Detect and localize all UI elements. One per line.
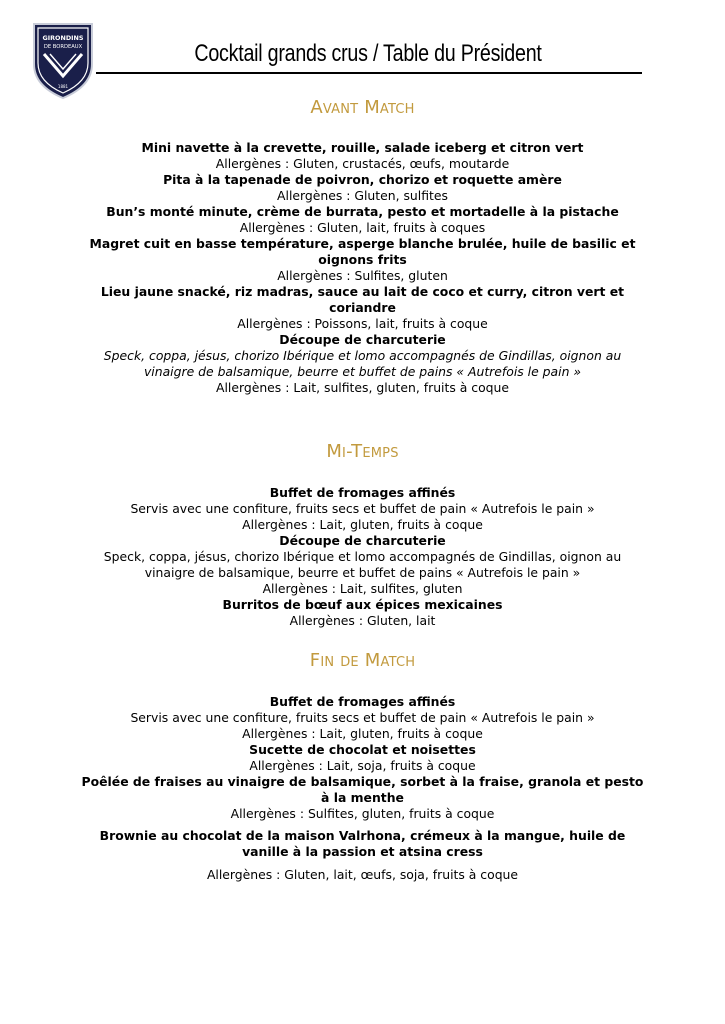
logo-text-top: GIRONDINS: [42, 34, 84, 42]
dish-allergens: Allergènes : Gluten, sulfites: [277, 188, 448, 203]
menu-item: [80, 485, 645, 533]
menu-item: [80, 774, 645, 822]
menu-section: [80, 649, 645, 883]
section-title: Avant Match: [310, 97, 415, 118]
title-divider: [96, 72, 642, 74]
dish-description: Speck, coppa, jésus, chorizo Ibérique et lomo accompagnés de Gindillas, oignon au vinaigre de balsamique, beurre et buffet de pains « Autrefois le pain »: [103, 549, 622, 580]
menu-item: [80, 236, 645, 284]
dish-name: Buffet de fromages affinés: [269, 694, 456, 709]
dish-allergens: Allergènes : Gluten, lait: [289, 613, 436, 628]
menu-section: [80, 96, 645, 396]
menu-item: [80, 284, 645, 332]
menu-item: [80, 828, 645, 883]
dish-name: Sucette de chocolat et noisettes: [249, 742, 476, 757]
section-title: Fin de Match: [309, 650, 416, 671]
dish-allergens: Allergènes : Sulfites, gluten: [277, 268, 448, 283]
dish-allergens: Allergènes : Lait, soja, fruits à coque: [249, 758, 476, 773]
dish-name: Magret cuit en basse température, asperge blanche brulée, huile de basilic et oignons frits: [89, 236, 636, 267]
dish-allergens: Allergènes : Lait, sulfites, gluten, fruits à coque: [215, 380, 510, 395]
menu-item: [80, 533, 645, 597]
menu-item: [80, 694, 645, 742]
dish-description: Servis avec une confiture, fruits secs et buffet de pain « Autrefois le pain »: [130, 501, 595, 516]
menu-item: [80, 140, 645, 172]
dish-name: Découpe de charcuterie: [279, 332, 446, 347]
menu-item: [80, 172, 645, 204]
dish-allergens: Allergènes : Gluten, crustacés, œufs, moutarde: [215, 156, 510, 171]
dish-name: Découpe de charcuterie: [279, 533, 446, 548]
dish-description: Servis avec une confiture, fruits secs et buffet de pain « Autrefois le pain »: [130, 710, 595, 725]
dish-name: Brownie au chocolat de la maison Valrhona, crémeux à la mangue, huile de vanille à la passion et atsina cress: [99, 828, 626, 859]
menu-section: [80, 440, 645, 629]
dish-allergens: Allergènes : Gluten, lait, fruits à coques: [239, 220, 486, 235]
logo-year: 1881: [57, 84, 69, 89]
dish-name: Mini navette à la crevette, rouille, salade iceberg et citron vert: [141, 140, 584, 155]
dish-name: Pita à la tapenade de poivron, chorizo et roquette amère: [163, 172, 562, 187]
menu-item: [80, 204, 645, 236]
dish-description: Speck, coppa, jésus, chorizo Ibérique et lomo accompagnés de Gindillas, oignon au vinaigre de balsamique, beurre et buffet de pains « Autrefois le pain »: [103, 348, 622, 379]
menu-content: [80, 96, 645, 883]
dish-allergens: Allergènes : Poissons, lait, fruits à coque: [237, 316, 488, 331]
dish-allergens: Allergènes : Sulfites, gluten, fruits à coque: [230, 806, 495, 821]
page-title: Cocktail grands crus / Table du Président: [194, 40, 542, 67]
dish-name: Bun’s monté minute, crème de burrata, pesto et mortadelle à la pistache: [106, 204, 619, 219]
menu-item: [80, 332, 645, 396]
dish-name: Lieu jaune snacké, riz madras, sauce au lait de coco et curry, citron vert et coriandre: [100, 284, 625, 315]
dish-allergens: Allergènes : Lait, sulfites, gluten: [262, 581, 463, 596]
dish-name: Poêlée de fraises au vinaigre de balsamique, sorbet à la fraise, granola et pesto à la menthe: [81, 774, 644, 805]
menu-item: [80, 742, 645, 774]
dish-allergens: Allergènes : Gluten, lait, œufs, soja, fruits à coque: [206, 867, 519, 882]
dish-name: Burritos de bœuf aux épices mexicaines: [222, 597, 503, 612]
section-title: Mi-Temps: [326, 441, 399, 462]
girondins-logo: [30, 20, 96, 100]
dish-name: Buffet de fromages affinés: [269, 485, 456, 500]
dish-allergens: Allergènes : Lait, gluten, fruits à coque: [242, 517, 483, 532]
logo-text-bottom: DE BORDEAUX: [43, 44, 83, 50]
dish-allergens: Allergènes : Lait, gluten, fruits à coque: [242, 726, 483, 741]
menu-item: [80, 597, 645, 629]
